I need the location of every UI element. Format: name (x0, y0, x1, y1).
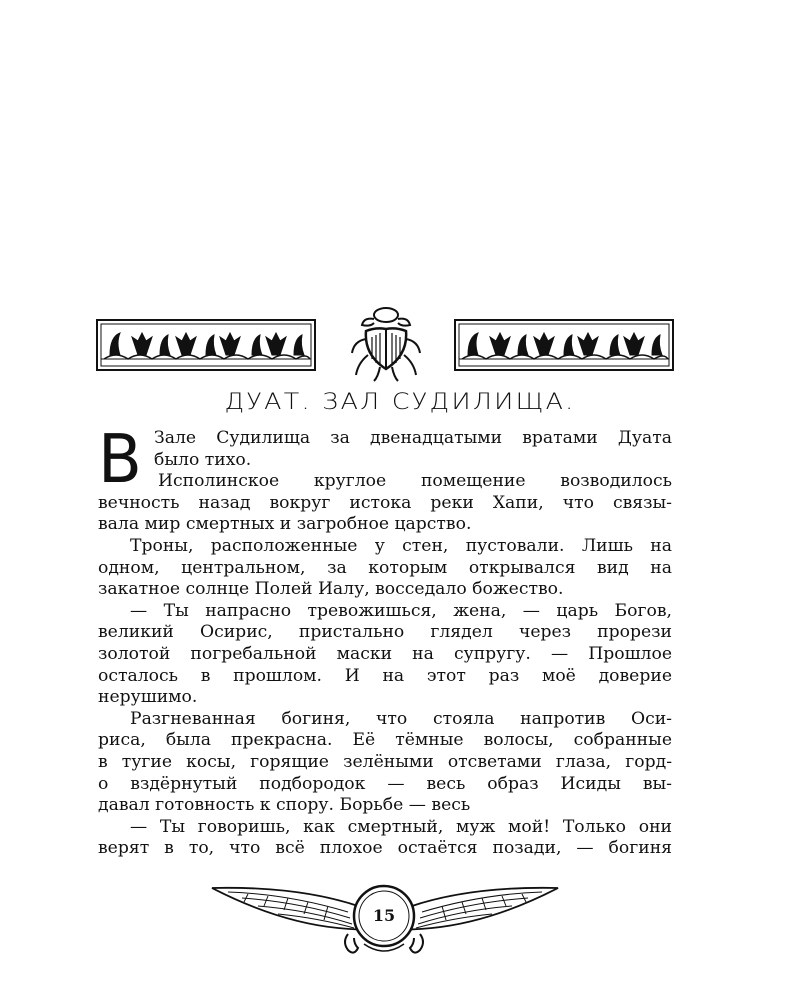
body-text (98, 421, 672, 860)
text-line: Троны, расположенные у стен, пустовали. Лишь на (130, 535, 672, 556)
chapter-title: ДУАТ. ЗАЛ СУДИЛИЩА. (224, 390, 576, 415)
scarab-icon (344, 305, 428, 385)
page-number: 15 (372, 906, 396, 925)
text-line: — Ты напрасно тревожишься, жена, — царь Богов, (130, 600, 672, 621)
text-line: давал готовность к спору. Борьбе — весь (98, 795, 471, 816)
text-line: риса, была прекрасна. Её тёмные волосы, собранные (98, 730, 672, 751)
lotus-frieze-right-icon (454, 319, 674, 371)
text-line: было тихо. (154, 449, 252, 470)
lotus-frieze-left-icon (96, 319, 316, 371)
opening-paragraph (98, 421, 672, 499)
text-line: о вздёрнутый подбородок — весь образ Исиды вы- (98, 773, 672, 794)
text-line: вечность назад вокруг истока реки Хапи, что связы- (98, 492, 672, 513)
text-line: Исполинское круглое помещение возводилось (158, 471, 672, 492)
text-line: верят в то, что всё плохое остаётся позади, — богиня (98, 838, 672, 859)
text-line: одном, центральном, за которым открывался вид на (98, 557, 672, 578)
text-line: Зале Судилища за двенадцатыми вратами Дуата (154, 428, 672, 448)
drop-cap: В (98, 421, 142, 499)
text-line: вала мир смертных и загробное царство. (98, 514, 472, 535)
text-line: в тугие косы, горящие зелёными отсветами глаза, горд- (98, 751, 672, 772)
text-line: осталось в прошлом. И на этот раз моё доверие (98, 665, 672, 686)
text-line: золотой погребальной маски на супругу. — Прошлое (98, 643, 672, 664)
text-line: закатное солнце Полей Иалу, восседало божество. (98, 579, 564, 600)
text-line: Разгневанная богиня, что стояла напротив Оси- (130, 708, 672, 729)
text-line: великий Осирис, пристально глядел через прорези (98, 622, 672, 643)
chapter-header-ornament (96, 305, 676, 385)
text-line: нерушимо. (98, 687, 198, 708)
text-line: — Ты говоришь, как смертный, муж мой! Только они (130, 816, 672, 837)
